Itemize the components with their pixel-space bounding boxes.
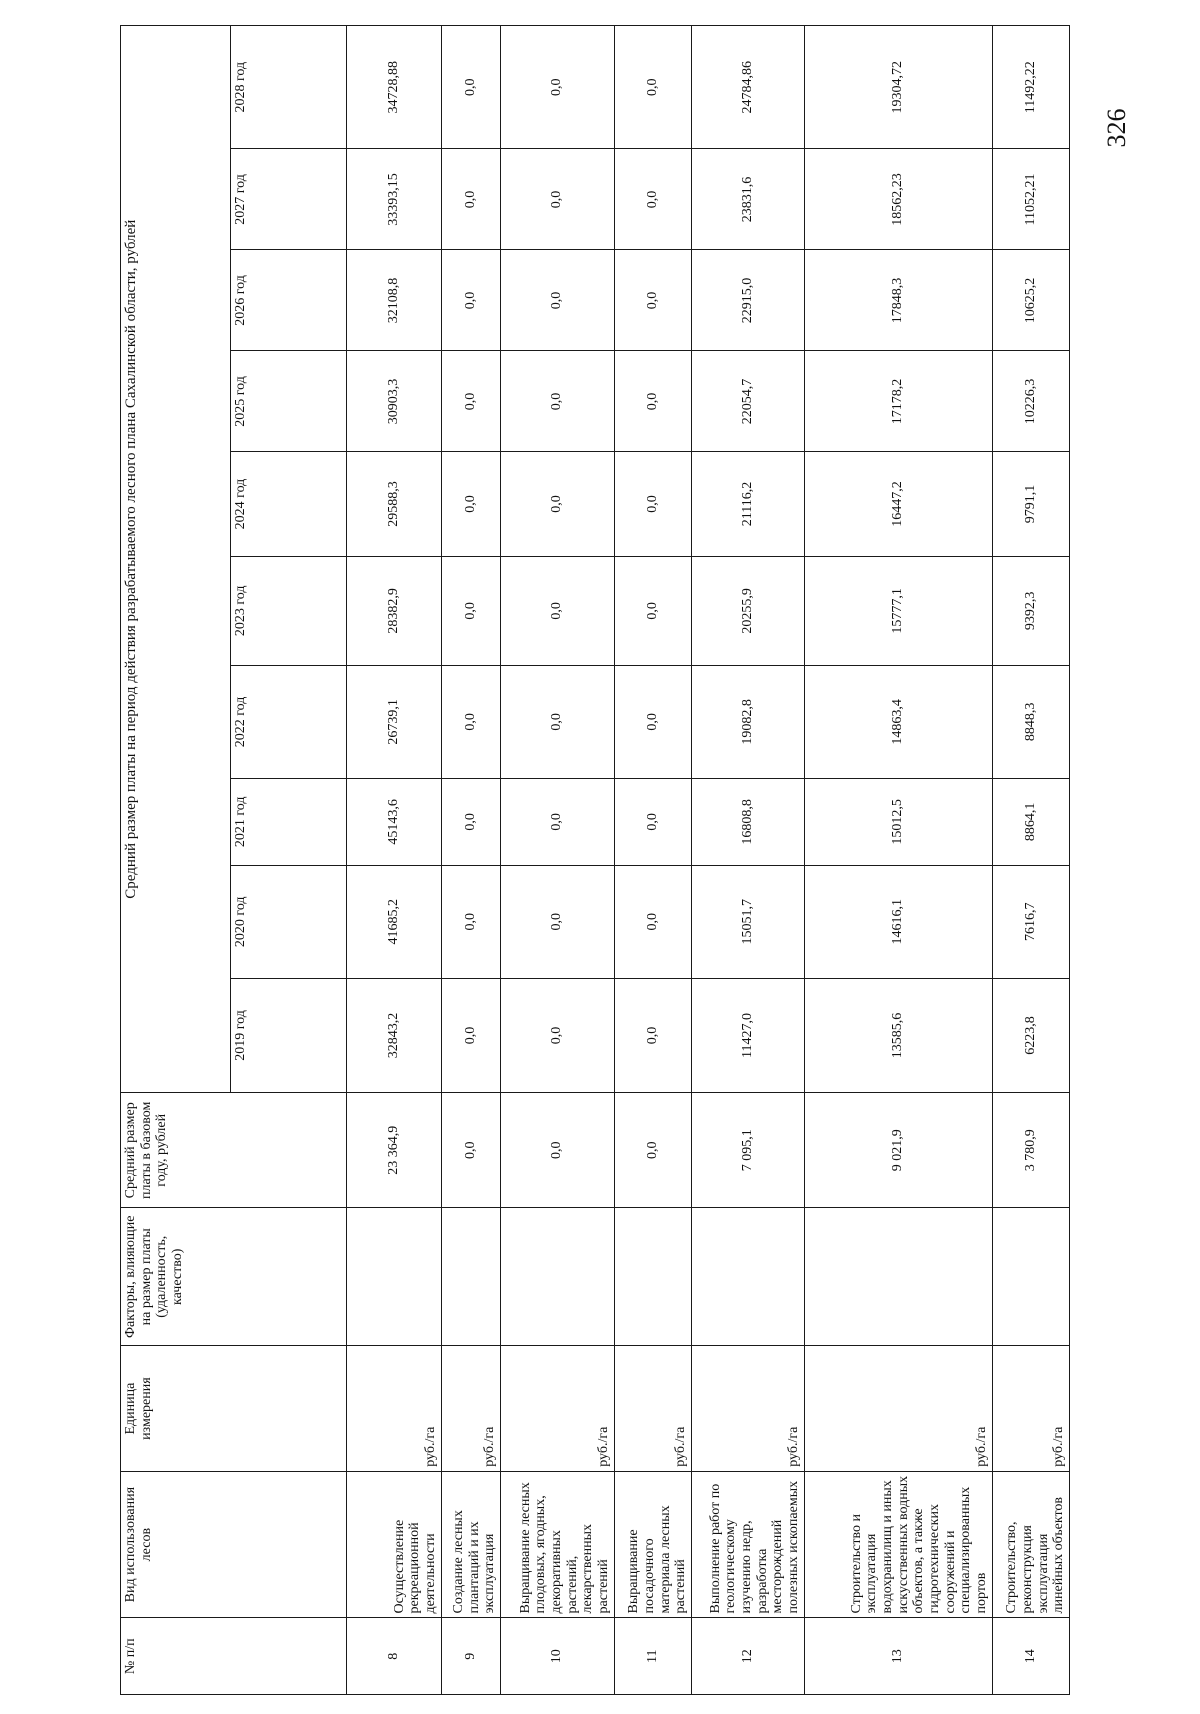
forest-use-kind: Создание лесных плантаций и их эксплуатация [441,1471,500,1618]
base-fee-cell: 9 021,9 [804,1093,992,1208]
header-year: 2027 год [231,149,347,250]
forest-use-kind: Осуществление рекреационной деятельности [347,1471,442,1618]
year-value-cell: 13585,6 [804,978,992,1093]
year-value-cell: 0,0 [441,666,500,779]
year-value-cell: 21116,2 [691,452,804,556]
year-value-cell: 14863,4 [804,666,992,779]
year-value-cell: 0,0 [441,26,500,149]
row-number: 10 [500,1618,614,1695]
header-year: 2028 год [231,26,347,149]
year-value-cell: 17178,2 [804,351,992,452]
table-row [441,26,500,1695]
base-fee-cell: 0,0 [500,1093,614,1208]
year-value-cell: 16447,2 [804,452,992,556]
table-row [347,26,442,1695]
factors-cell [804,1208,992,1346]
factors-cell [691,1208,804,1346]
base-fee-cell: 23 364,9 [347,1093,442,1208]
year-value-cell: 0,0 [500,865,614,978]
header-unit: Единица измерения [121,1346,347,1471]
year-value-cell: 0,0 [614,250,691,351]
factors-cell [347,1208,442,1346]
row-number: 13 [804,1618,992,1695]
year-value-cell: 0,0 [614,351,691,452]
year-value-cell: 33393,15 [347,149,442,250]
year-value-cell: 24784,86 [691,26,804,149]
factors-cell [500,1208,614,1346]
year-value-cell: 0,0 [500,149,614,250]
header-base: Средний размер платы в базовом году, рублей [121,1093,347,1208]
year-value-cell: 0,0 [500,351,614,452]
year-value-cell: 15777,1 [804,556,992,665]
unit-cell: руб./га [500,1346,614,1471]
header-year: 2023 год [231,556,347,665]
year-value-cell: 32843,2 [347,978,442,1093]
header-year: 2021 год [231,778,347,865]
table-row [691,26,804,1695]
year-value-cell: 0,0 [500,978,614,1093]
year-value-cell: 18562,23 [804,149,992,250]
year-value-cell: 32108,8 [347,250,442,351]
year-value-cell: 0,0 [500,778,614,865]
year-value-cell: 0,0 [614,556,691,665]
year-value-cell: 20255,9 [691,556,804,665]
year-value-cell: 0,0 [614,865,691,978]
year-value-cell: 41685,2 [347,865,442,978]
year-value-cell: 10625,2 [992,250,1069,351]
row-number: 12 [691,1618,804,1695]
row-number: 14 [992,1618,1069,1695]
year-value-cell: 16808,8 [691,778,804,865]
header-num: № п/п [121,1618,347,1695]
year-value-cell: 29588,3 [347,452,442,556]
year-value-cell: 22915,0 [691,250,804,351]
base-fee-cell: 3 780,9 [992,1093,1069,1208]
year-value-cell: 9791,1 [992,452,1069,556]
unit-cell: руб./га [347,1346,442,1471]
row-number: 9 [441,1618,500,1695]
year-value-cell: 15051,7 [691,865,804,978]
table-row [804,26,992,1695]
header-year: 2025 год [231,351,347,452]
header-year: 2020 год [231,865,347,978]
header-average-period: Средний размер платы на период действия разрабатываемого лесного плана Сахалинской области, рублей [121,26,231,1093]
forest-use-kind: Выращивание лесных плодовых, ягодных, декоративных растений, лекарственных растений [500,1471,614,1618]
row-number: 11 [614,1618,691,1695]
base-fee-cell: 7 095,1 [691,1093,804,1208]
year-value-cell: 0,0 [614,666,691,779]
forest-use-kind: Выращивание посадочного материала лесных растений [614,1471,691,1618]
year-value-cell: 0,0 [614,452,691,556]
year-value-cell: 19082,8 [691,666,804,779]
year-value-cell: 0,0 [500,250,614,351]
table-row [614,26,691,1695]
year-value-cell: 0,0 [500,26,614,149]
header-year: 2026 год [231,250,347,351]
header-year: 2022 год [231,666,347,779]
page-number: 326 [1102,108,1131,148]
year-value-cell: 0,0 [441,149,500,250]
year-value-cell: 28382,9 [347,556,442,665]
forest-use-kind: Строительство, реконструкция эксплуатация линейных объектов [992,1471,1069,1618]
year-value-cell: 0,0 [614,149,691,250]
year-value-cell: 15012,5 [804,778,992,865]
header-row-top [121,26,231,1695]
year-value-cell: 0,0 [441,978,500,1093]
year-value-cell: 0,0 [614,778,691,865]
year-value-cell: 8864,1 [992,778,1069,865]
unit-cell: руб./га [992,1346,1069,1471]
unit-cell: руб./га [691,1346,804,1471]
year-value-cell: 0,0 [500,452,614,556]
year-value-cell: 0,0 [441,778,500,865]
year-value-cell: 19304,72 [804,26,992,149]
forest-fee-table [120,25,1070,1695]
year-value-cell: 9392,3 [992,556,1069,665]
year-value-cell: 11492,22 [992,26,1069,149]
header-year: 2024 год [231,452,347,556]
forest-use-kind: Строительство и эксплуатация водохранилищ и иных искусственных водных объектов, а также гидротехнических сооружений и специализированных портов [804,1471,992,1618]
unit-cell: руб./га [614,1346,691,1471]
year-value-cell: 0,0 [500,666,614,779]
year-value-cell: 0,0 [441,865,500,978]
year-value-cell: 23831,6 [691,149,804,250]
year-value-cell: 30903,3 [347,351,442,452]
header-year: 2019 год [231,978,347,1093]
year-value-cell: 11052,21 [992,149,1069,250]
factors-cell [614,1208,691,1346]
year-value-cell: 22054,7 [691,351,804,452]
base-fee-cell: 0,0 [614,1093,691,1208]
year-value-cell: 6223,8 [992,978,1069,1093]
row-number: 8 [347,1618,442,1695]
year-value-cell: 10226,3 [992,351,1069,452]
table-row [992,26,1069,1695]
year-value-cell: 7616,7 [992,865,1069,978]
year-value-cell: 0,0 [614,26,691,149]
year-value-cell: 0,0 [441,351,500,452]
year-value-cell: 0,0 [441,250,500,351]
year-value-cell: 0,0 [614,978,691,1093]
base-fee-cell: 0,0 [441,1093,500,1208]
year-value-cell: 34728,88 [347,26,442,149]
header-factors: Факторы, влияющие на размер платы (удаленность, качество) [121,1208,347,1346]
forest-use-kind: Выполнение работ по геологическому изучению недр, разработка месторождений полезных ископаемых [691,1471,804,1618]
year-value-cell: 0,0 [500,556,614,665]
factors-cell [992,1208,1069,1346]
unit-cell: руб./га [441,1346,500,1471]
year-value-cell: 14616,1 [804,865,992,978]
year-value-cell: 45143,6 [347,778,442,865]
year-value-cell: 0,0 [441,452,500,556]
year-value-cell: 0,0 [441,556,500,665]
header-kind: Вид использования лесов [121,1471,347,1618]
unit-cell: руб./га [804,1346,992,1471]
year-value-cell: 11427,0 [691,978,804,1093]
rotated-table-container [120,25,1070,1695]
table-row [500,26,614,1695]
factors-cell [441,1208,500,1346]
year-value-cell: 26739,1 [347,666,442,779]
year-value-cell: 17848,3 [804,250,992,351]
year-value-cell: 8848,3 [992,666,1069,779]
